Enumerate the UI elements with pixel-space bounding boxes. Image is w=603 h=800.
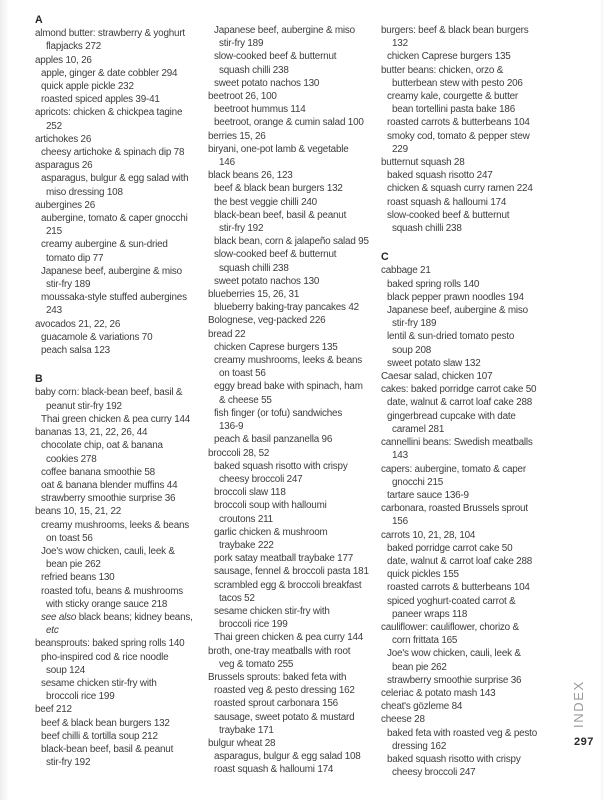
index-entry: moussaka-style stuffed aubergines (41, 292, 187, 304)
index-entry: smoky cod, tomato & pepper stew (387, 130, 530, 142)
index-entry: cheesy broccoli 247 (392, 767, 476, 779)
index-entry: roasted carrots & butterbeans 104 (387, 582, 530, 594)
index-entry: black beans 26, 123 (208, 170, 293, 182)
index-entry: tomato dip 77 (46, 252, 104, 264)
index-entry: butter beans: chicken, orzo & (381, 64, 504, 76)
index-entry: bulgur wheat 28 (208, 737, 276, 749)
index-entry: Caesar salad, chicken 107 (381, 371, 493, 383)
index-column-3 (381, 24, 553, 779)
index-entry: sesame chicken stir-fry with (41, 677, 157, 689)
index-entry: tartare sauce 136-9 (387, 489, 469, 501)
index-entry: burgers: beef & black bean burgers (381, 25, 529, 36)
index-entry: artichokes 26 (35, 133, 92, 145)
index-entry: chocolate chip, oat & banana (41, 440, 163, 452)
index-entry: flapjacks 272 (46, 41, 102, 53)
index-entry: asparagus, bulgur & egg salad with (41, 173, 189, 185)
index-entry: corn frittata 165 (392, 635, 458, 647)
index-entry: celeriac & potato mash 143 (381, 687, 496, 699)
index-entry: blueberries 15, 26, 31 (208, 289, 300, 301)
index-entry: slow-cooked beef & butternut (214, 51, 337, 63)
index-entry: traybake 222 (219, 539, 274, 551)
index-entry: on toast 56 (219, 368, 266, 380)
cross-reference-text: etc (46, 625, 59, 637)
index-entry: broccoli rice 199 (46, 691, 115, 703)
index-entry: capers: aubergine, tomato & caper (381, 463, 526, 475)
index-entry: 136-9 (219, 421, 244, 433)
index-entry: bean pie 262 (392, 661, 447, 673)
index-entry: beef & black bean burgers 132 (214, 183, 343, 195)
index-entry: miso dressing 108 (46, 186, 123, 198)
index-entry: roasted veg & pesto dressing 162 (214, 685, 355, 697)
index-entry: biryani, one-pot lamb & vegetable (208, 143, 349, 155)
section-heading-b: B (35, 373, 43, 386)
index-entry: carbonara, roasted Brussels sprout (381, 503, 528, 515)
index-entry: roasted sprout carbonara 156 (214, 698, 338, 710)
index-entry: cheesy artichoke & spinach dip 78 (41, 147, 185, 159)
index-entry: on toast 56 (46, 532, 93, 544)
index-entry: creamy aubergine & sun-dried (41, 239, 168, 251)
index-entry: chicken Caprese burgers 135 (387, 51, 511, 63)
index-entry: baked feta with roasted veg & pesto (387, 727, 538, 739)
index-entry: with sticky orange sauce 218 (46, 598, 168, 610)
index-entry: broth, one-tray meatballs with root (208, 645, 351, 657)
index-entry: beef & black bean burgers 132 (41, 717, 170, 729)
index-entry: beans 10, 15, 21, 22 (35, 506, 122, 518)
index-entry: 243 (46, 305, 62, 317)
index-entry: baked squash risotto with crispy (214, 460, 348, 472)
index-entry: garlic chicken & mushroom (214, 526, 328, 538)
index-entry: 156 (392, 516, 408, 528)
section-heading-c: C (381, 251, 389, 264)
index-entry: broccoli soup with halloumi (214, 500, 327, 512)
index-entry: cheese 28 (381, 714, 425, 726)
index-entry: Thai green chicken & pea curry 144 (41, 413, 191, 425)
index-entry: sesame chicken stir-fry with (214, 605, 330, 617)
index-entry: black-bean beef, basil & peanut (41, 743, 174, 755)
index-entry: oat & banana blender muffins 44 (41, 479, 178, 491)
index-entry: peach & basil panzanella 96 (214, 434, 333, 446)
index-entry: aubergines 26 (35, 199, 95, 211)
index-entry: butternut squash 28 (381, 157, 465, 169)
index-entry: stir-fry 189 (392, 318, 437, 330)
index-entry: cannellini beans: Swedish meatballs (381, 437, 533, 449)
index-entry: apricots: chicken & chickpea tagine (35, 107, 183, 119)
index-entry-text: black beans; kidney beans, (76, 611, 193, 623)
index-entry: stir-fry 192 (46, 757, 91, 769)
index-entry: roast squash & halloumi 174 (214, 764, 334, 776)
index-entry: 146 (219, 157, 235, 169)
index-entry: the best veggie chilli 240 (214, 196, 317, 208)
index-entry: asparagus 26 (35, 160, 93, 172)
index-entry: Japanese beef, aubergine & miso (214, 25, 355, 36)
index-entry: slow-cooked beef & butternut (214, 249, 337, 261)
index-entry: spiced yoghurt-coated carrot & (387, 595, 516, 607)
index-entry: 252 (46, 120, 62, 132)
index-entry: Brussels sprouts: baked feta with (208, 671, 347, 683)
index-entry: refried beans 130 (41, 572, 115, 584)
index-entry: chicken Caprese burgers 135 (214, 341, 338, 353)
index-entry: stir-fry 189 (46, 279, 91, 291)
index-entry: 229 (392, 143, 408, 155)
index-entry: gnocchi 215 (392, 476, 444, 488)
index-entry: 215 (46, 226, 62, 238)
index-entry: quick apple pickle 232 (41, 81, 134, 93)
index-entry: sausage, sweet potato & mustard (214, 711, 355, 723)
index-entry: traybake 171 (219, 724, 274, 736)
index-entry: caramel 281 (392, 423, 445, 435)
index-entry: tacos 52 (219, 592, 255, 604)
index-entry: 143 (392, 450, 408, 462)
index-entry: fish finger (or tofu) sandwiches (214, 407, 343, 419)
index-entry: bread 22 (208, 328, 246, 340)
index-entry: Japanese beef, aubergine & miso (387, 305, 528, 317)
index-entry: veg & tomato 255 (219, 658, 294, 670)
index-entry: cheat's gözleme 84 (381, 701, 463, 713)
index-entry: cauliflower: cauliflower, chorizo & (381, 621, 519, 633)
index-entry: dressing 162 (392, 740, 447, 752)
index-entry: croutons 211 (219, 513, 273, 525)
index-entry: beef chilli & tortilla soup 212 (41, 730, 158, 742)
index-entry: beef 212 (35, 704, 72, 716)
index-entry: cabbage 21 (381, 265, 431, 277)
index-entry: soup 208 (392, 344, 432, 356)
index-entry: peanut stir-fry 192 (46, 400, 122, 412)
index-entry: Bolognese, veg-packed 226 (208, 315, 326, 327)
index-entry: black bean, corn & jalapeño salad 95 (214, 236, 369, 248)
index-entry: sweet potato nachos 130 (214, 77, 320, 89)
index-entry: creamy mushrooms, leeks & beans (214, 355, 363, 367)
index-entry: roasted carrots & butterbeans 104 (387, 117, 530, 129)
index-entry: Joe's wow chicken, cauli, leek & (41, 545, 175, 557)
index-entry: strawberry smoothie surprise 36 (387, 674, 522, 686)
index-entry: berries 15, 26 (208, 130, 266, 142)
index-entry: almond butter: strawberry & yoghurt (35, 28, 185, 40)
index-entry: slow-cooked beef & butternut (387, 209, 510, 221)
index-entry: guacamole & variations 70 (41, 331, 153, 343)
index-entry: apple, ginger & date cobbler 294 (41, 67, 178, 79)
index-entry: roast squash & halloumi 174 (387, 196, 507, 208)
index-entry: cakes: baked porridge carrot cake 50 (381, 384, 537, 396)
index-entry: gingerbread cupcake with date (387, 410, 516, 422)
index-entry: roasted spiced apples 39-41 (41, 94, 160, 106)
index-entry: soup 124 (46, 664, 86, 676)
index-entry: Joe's wow chicken, cauli, leek & (387, 648, 521, 660)
index-entry: carrots 10, 21, 28, 104 (381, 529, 476, 541)
index-entry: bean pie 262 (46, 559, 101, 571)
index-entry: apples 10, 26 (35, 54, 92, 66)
index-entry: creamy kale, courgette & butter (387, 91, 519, 103)
index-entry: squash chilli 238 (219, 262, 289, 274)
index-entry: peach salsa 123 (41, 345, 110, 357)
index-entry: cookies 278 (46, 453, 97, 465)
index-entry: baked spring rolls 140 (387, 278, 480, 290)
index-entry: sweet potato nachos 130 (214, 275, 320, 287)
index-entry: beetroot hummus 114 (214, 104, 306, 116)
index-entry: coffee banana smoothie 58 (41, 466, 155, 478)
index-entry: bean tortellini pasta bake 186 (392, 104, 516, 116)
index-entry: pho-inspired cod & rice noodle (41, 651, 169, 663)
index-entry: black-bean beef, basil & peanut (214, 209, 347, 221)
index-entry (35, 611, 207, 624)
index-column-2 (208, 24, 380, 777)
index-entry: eggy bread bake with spinach, ham (214, 381, 363, 393)
index-entry: blueberry baking-tray pancakes 42 (214, 302, 359, 314)
section-heading-a: A (35, 14, 43, 26)
index-entry (35, 624, 207, 637)
index-entry: beetroot, orange & cumin salad 100 (214, 117, 364, 129)
index-entry: Japanese beef, aubergine & miso (41, 265, 182, 277)
page-number: 297 (574, 736, 594, 748)
index-entry: 132 (392, 38, 408, 50)
index-entry: bananas 13, 21, 22, 26, 44 (35, 427, 148, 439)
index-entry: beetroot 26, 100 (208, 91, 277, 103)
index-entry: broccoli 28, 52 (208, 447, 270, 459)
index-entry: black pepper prawn noodles 194 (387, 291, 524, 303)
index-entry: sausage, fennel & broccoli pasta 181 (214, 566, 369, 578)
cross-reference-text: see also (41, 611, 77, 623)
index-entry: date, walnut & carrot loaf cake 288 (387, 397, 533, 409)
index-entry: sweet potato slaw 132 (387, 357, 481, 369)
index-entry: Thai green chicken & pea curry 144 (214, 632, 364, 644)
index-entry: cheesy broccoli 247 (219, 473, 303, 485)
index-entry: creamy mushrooms, leeks & beans (41, 519, 190, 531)
index-entry: asparagus, bulgur & egg salad 108 (214, 751, 361, 763)
index-entry: beansprouts: baked spring rolls 140 (35, 638, 185, 650)
index-entry: paneer wraps 118 (392, 608, 468, 620)
index-entry: & cheese 55 (219, 394, 272, 406)
index-entry: roasted tofu, beans & mushrooms (41, 585, 184, 597)
index-entry: broccoli rice 199 (219, 619, 288, 631)
index-entry: squash chilli 238 (219, 64, 289, 76)
index-entry: baked squash risotto 247 (387, 170, 493, 182)
page-left-edge-shadow (0, 0, 9, 800)
index-entry: date, walnut & carrot loaf cake 288 (387, 555, 533, 567)
index-column-1 (35, 14, 207, 769)
index-entry: pork satay meatball traybake 177 (214, 553, 354, 565)
chapter-tab-label: INDEX (571, 680, 586, 728)
index-entry: aubergine, tomato & caper gnocchi (41, 213, 188, 225)
index-entry: scrambled egg & broccoli breakfast (214, 579, 362, 591)
index-entry: chicken & squash curry ramen 224 (387, 183, 533, 195)
index-entry: butterbean stew with pesto 206 (392, 77, 523, 89)
index-entry: baked squash risotto with crispy (387, 753, 521, 765)
index-entry: quick pickles 155 (387, 569, 459, 581)
index-entry: stir-fry 189 (219, 38, 264, 50)
index-entry: lentil & sun-dried tomato pesto (387, 331, 515, 343)
index-entry: strawberry smoothie surprise 36 (41, 493, 176, 505)
index-entry: broccoli slaw 118 (214, 487, 286, 499)
index-entry: stir-fry 192 (219, 223, 264, 235)
index-entry: squash chilli 238 (392, 223, 462, 235)
index-entry: baked porridge carrot cake 50 (387, 542, 513, 554)
index-entry: avocados 21, 22, 26 (35, 318, 121, 330)
index-entry: baby corn: black-bean beef, basil & (35, 387, 183, 399)
